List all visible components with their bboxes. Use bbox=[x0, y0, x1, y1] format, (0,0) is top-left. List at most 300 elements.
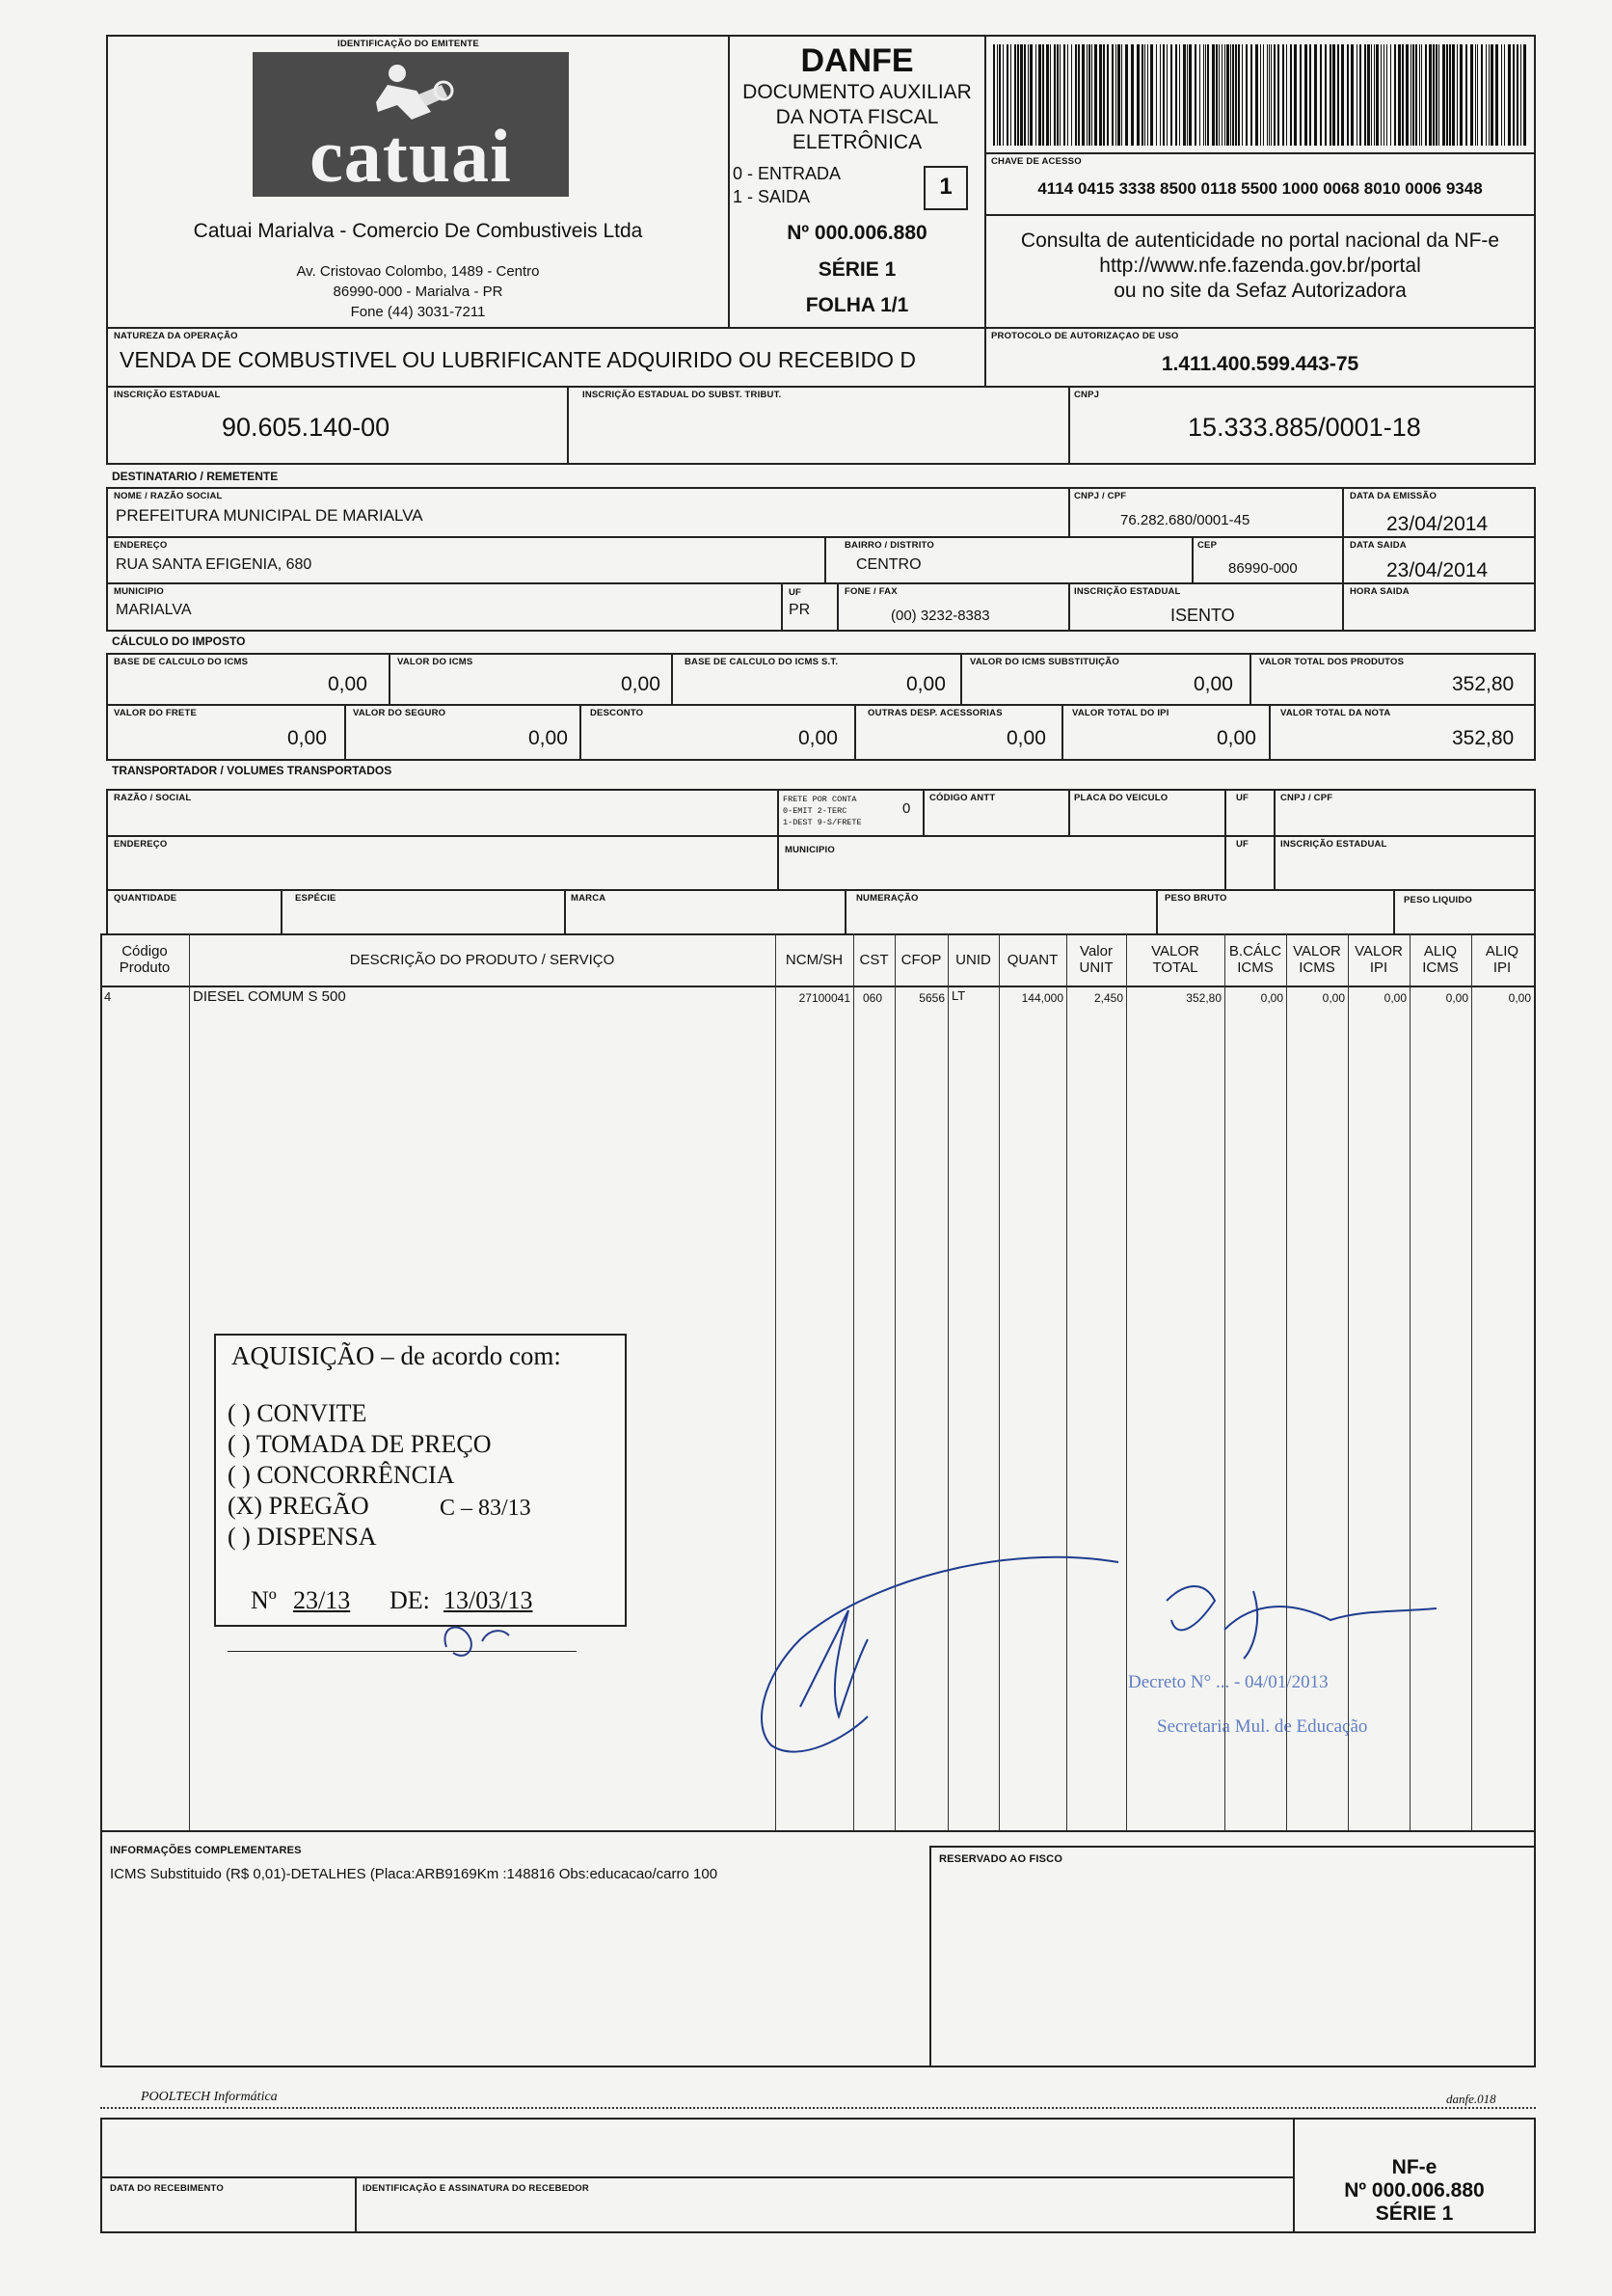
transp-v5 bbox=[1274, 789, 1276, 889]
danfe-title: DANFE bbox=[800, 42, 914, 79]
stamp-data: 13/03/13 bbox=[443, 1586, 533, 1614]
danfe-numero: Nº 000.006.880 bbox=[787, 222, 927, 244]
th-aicms: ALIQ ICMS bbox=[1422, 943, 1459, 976]
imp-v7 bbox=[854, 704, 856, 761]
barcode-bar bbox=[1024, 44, 1026, 146]
dest-v3 bbox=[824, 536, 826, 583]
col-line-10 bbox=[1286, 933, 1287, 1832]
col-line-13 bbox=[1471, 933, 1472, 1832]
chave-label: CHAVE DE ACESSO bbox=[991, 156, 1082, 167]
barcode-bar bbox=[1226, 44, 1229, 146]
stamp-title: AQUISIÇÃO – de acordo com: bbox=[231, 1341, 561, 1370]
barcode-bar bbox=[1094, 44, 1097, 146]
dest-emissao-label: DATA DA EMISSÃO bbox=[1350, 491, 1437, 501]
antt-label: CÓDIGO ANTT bbox=[929, 793, 996, 803]
outras-value: 0,00 bbox=[1007, 727, 1046, 749]
td-cst: 060 bbox=[862, 991, 883, 1005]
barcode-bar bbox=[1351, 44, 1354, 146]
barcode-bar bbox=[1277, 44, 1279, 146]
transp-line-2 bbox=[106, 889, 1536, 891]
barcode-bar bbox=[1189, 44, 1192, 146]
barcode-bar bbox=[1402, 44, 1404, 146]
td-vicms: 0,00 bbox=[1322, 991, 1345, 1005]
stamp-opt4: (X) PREGÃO bbox=[228, 1492, 369, 1520]
barcode-bar bbox=[1091, 44, 1092, 146]
barcode-bar bbox=[1144, 44, 1145, 146]
dest-row-line-2 bbox=[106, 582, 1536, 584]
barcode-bar bbox=[1207, 44, 1209, 146]
transp-razao-label: RAZÃO / SOCIAL bbox=[114, 793, 192, 803]
dest-cep: 86990-000 bbox=[1228, 560, 1298, 577]
canhoto-divider-2 bbox=[355, 2176, 357, 2233]
barcode-bar bbox=[1232, 44, 1234, 146]
barcode-bar bbox=[1438, 44, 1439, 146]
dest-v6 bbox=[837, 582, 839, 632]
barcode-bar bbox=[1501, 44, 1502, 146]
barcode-bar bbox=[1250, 44, 1252, 146]
th-codigo: Código Produto bbox=[119, 943, 171, 976]
barcode-bar bbox=[1054, 44, 1056, 146]
barcode-bar bbox=[1406, 44, 1409, 146]
transp-endereco-label: ENDEREÇO bbox=[114, 839, 168, 850]
transp-v9 bbox=[564, 889, 566, 935]
barcode-bar bbox=[1341, 44, 1344, 146]
col-line-9 bbox=[1224, 933, 1225, 1832]
barcode-bar bbox=[1267, 44, 1268, 146]
complementares-label: INFORMAÇÕES COMPLEMENTARES bbox=[110, 1845, 302, 1856]
dest-cnpj-label: CNPJ / CPF bbox=[1074, 491, 1127, 501]
danfe-subtitle-2: DA NOTA FISCAL bbox=[775, 106, 939, 128]
barcode-bar bbox=[1282, 44, 1284, 146]
barcode-bar bbox=[1103, 44, 1105, 146]
barcode-bar bbox=[1203, 44, 1204, 146]
valor-icms: 0,00 bbox=[621, 673, 660, 695]
fisco-top-line bbox=[929, 1846, 1536, 1848]
barcode-bar bbox=[1460, 44, 1463, 146]
dest-v1 bbox=[1068, 487, 1070, 537]
stamp-opt5: ( ) DISPENSA bbox=[228, 1523, 377, 1551]
imposto-section: CÁLCULO DO IMPOSTO bbox=[112, 635, 246, 648]
imp-v1 bbox=[389, 653, 390, 705]
barcode-bar bbox=[1238, 44, 1240, 146]
produtos-header-line bbox=[100, 986, 1536, 987]
barcode-bar bbox=[1142, 44, 1143, 146]
dest-bairro: CENTRO bbox=[856, 556, 922, 573]
frete-value: 0,00 bbox=[287, 727, 327, 749]
frete-conta-1: FRETE POR CONTA bbox=[783, 795, 857, 804]
transp-v6 bbox=[777, 835, 779, 889]
barcode-bar bbox=[999, 44, 1001, 146]
frete-label: VALOR DO FRETE bbox=[114, 708, 198, 718]
barcode-bar bbox=[1067, 44, 1068, 146]
col-line-3 bbox=[853, 933, 854, 1832]
th-vipi: VALOR IPI bbox=[1355, 943, 1403, 976]
th-quant: QUANT bbox=[1007, 952, 1059, 968]
transp-v2 bbox=[923, 789, 925, 836]
barcode-bar bbox=[1167, 44, 1168, 146]
valor-st: 0,00 bbox=[1194, 673, 1233, 695]
barcode-bar bbox=[1309, 44, 1311, 146]
barcode-bar bbox=[1205, 44, 1206, 146]
danfe-tipo: 1 bbox=[939, 174, 953, 200]
th-vicms: VALOR ICMS bbox=[1293, 943, 1341, 976]
barcode-bar bbox=[1374, 44, 1375, 146]
stamp-opt2: ( ) TOMADA DE PREÇO bbox=[228, 1430, 492, 1458]
dest-v7 bbox=[1068, 582, 1070, 632]
barcode-bar bbox=[1390, 44, 1391, 146]
td-aicms: 0,00 bbox=[1445, 991, 1468, 1005]
transp-municipio-label: MUNICIPIO bbox=[785, 845, 835, 855]
imp-v5 bbox=[344, 704, 346, 761]
barcode-bar bbox=[1274, 44, 1276, 146]
barcode-bar bbox=[1465, 44, 1467, 146]
dest-municipio: MARIALVA bbox=[116, 602, 192, 618]
barcode-bar bbox=[1046, 44, 1049, 146]
col-line-5 bbox=[948, 933, 949, 1832]
barcode-bar bbox=[1007, 44, 1008, 146]
barcode-bar bbox=[1452, 44, 1455, 146]
barcode-bar bbox=[1481, 44, 1483, 146]
col-line-6 bbox=[999, 933, 1000, 1832]
barcode-bar bbox=[1415, 44, 1417, 146]
td-vtotal: 352,80 bbox=[1186, 991, 1222, 1005]
seguro-label: VALOR DO SEGURO bbox=[353, 708, 446, 718]
barcode-bar bbox=[1421, 44, 1422, 146]
dest-nome-label: NOME / RAZÃO SOCIAL bbox=[114, 491, 223, 501]
barcode-bar bbox=[1442, 44, 1445, 146]
dest-cnpj: 76.282.680/0001-45 bbox=[1120, 512, 1250, 528]
barcode-bar bbox=[1125, 44, 1128, 146]
svg-text:Decreto N° ... - 04/01/2013: Decreto N° ... - 04/01/2013 bbox=[1128, 1672, 1329, 1692]
barcode-bar bbox=[1038, 44, 1041, 146]
iest-label: INSCRIÇÃO ESTADUAL DO SUBST. TRIBUT. bbox=[582, 390, 782, 400]
dest-endereco: RUA SANTA EFIGENIA, 680 bbox=[116, 556, 312, 573]
placa-label: PLACA DO VEICULO bbox=[1074, 793, 1169, 803]
emitente-name: Catuai Marialva - Comercio De Combustiveis Ltda bbox=[193, 220, 643, 242]
stamp-de-label: DE: bbox=[390, 1586, 430, 1614]
canhoto-numero: Nº 000.006.880 bbox=[1344, 2179, 1485, 2201]
total-nota: 352,80 bbox=[1452, 727, 1515, 749]
dest-emissao: 23/04/2014 bbox=[1386, 513, 1489, 535]
barcode-bar bbox=[1436, 44, 1437, 146]
ipi-label: VALOR TOTAL DO IPI bbox=[1072, 708, 1169, 718]
valor-icms-label: VALOR DO ICMS bbox=[397, 657, 473, 667]
barcode-bar bbox=[1087, 44, 1088, 146]
col-line-4 bbox=[895, 933, 896, 1832]
dest-municipio-label: MUNICIPIO bbox=[114, 586, 164, 597]
protocolo-value: 1.411.400.599.443-75 bbox=[1161, 353, 1359, 375]
td-vunit: 2,450 bbox=[1093, 991, 1123, 1005]
transp-v12 bbox=[1393, 889, 1395, 935]
barcode-bar bbox=[1017, 44, 1019, 146]
barcode-bar bbox=[1371, 44, 1372, 146]
td-unid: LT bbox=[952, 988, 966, 1003]
barcode-bar bbox=[1255, 44, 1258, 146]
transp-uf2-label: UF bbox=[1236, 839, 1249, 850]
barcode-bar bbox=[1099, 44, 1102, 146]
base-icms-label: BASE DE CALCULO DO ICMS bbox=[114, 657, 249, 667]
frete-conta-2: 0-EMIT 2-TERC bbox=[783, 806, 847, 816]
th-ncm: NCM/SH bbox=[785, 952, 844, 968]
dest-hora-label: HORA SAIDA bbox=[1350, 586, 1410, 597]
stamp-bottom-rule bbox=[228, 1651, 577, 1652]
stamp-opt3: ( ) CONCORRÊNCIA bbox=[228, 1461, 455, 1489]
th-aipi: ALIQ IPI bbox=[1485, 943, 1519, 976]
ie-value: 90.605.140-00 bbox=[222, 413, 390, 442]
td-bcicms: 0,00 bbox=[1260, 991, 1283, 1005]
barcode-bar bbox=[1300, 44, 1302, 146]
desconto-value: 0,00 bbox=[798, 727, 838, 749]
barcode-bar bbox=[1394, 44, 1396, 146]
barcode-bar bbox=[1449, 44, 1451, 146]
dest-saida: 23/04/2014 bbox=[1386, 559, 1489, 581]
th-cfop: CFOP bbox=[900, 952, 942, 968]
barcode-bar bbox=[1410, 44, 1411, 146]
consulta-line2: http://www.nfe.fazenda.gov.br/portal bbox=[1099, 255, 1421, 277]
barcode-bar bbox=[1179, 44, 1180, 146]
dest-bairro-label: BAIRRO / DISTRITO bbox=[845, 540, 934, 551]
barcode-bar bbox=[1386, 44, 1387, 146]
barcode-bar bbox=[1216, 44, 1218, 146]
dest-endereco-label: ENDEREÇO bbox=[114, 540, 168, 551]
barcode-bar bbox=[1429, 44, 1432, 146]
barcode-bar bbox=[1020, 44, 1023, 146]
barcode-bar bbox=[1078, 44, 1080, 146]
barcode-bar bbox=[1235, 44, 1237, 146]
barcode-bar bbox=[1513, 44, 1515, 146]
dest-ie-label: INSCRIÇÃO ESTADUAL bbox=[1074, 586, 1181, 597]
td-codigo: 4 bbox=[104, 989, 112, 1004]
danfe-serie: SÉRIE 1 bbox=[818, 258, 897, 281]
barcode-bar bbox=[1150, 44, 1153, 146]
barcode-bar bbox=[1367, 44, 1370, 146]
td-descricao: DIESEL COMUM S 500 bbox=[193, 988, 346, 1005]
base-st: 0,00 bbox=[906, 673, 946, 695]
barcode-bar bbox=[1359, 44, 1361, 146]
td-cfop: 5656 bbox=[919, 991, 945, 1005]
barcode-bar bbox=[1042, 44, 1044, 146]
barcode-bar bbox=[1495, 44, 1498, 146]
quantidade-label: QUANTIDADE bbox=[114, 893, 177, 904]
cnpj-label: CNPJ bbox=[1074, 390, 1100, 400]
barcode-bar bbox=[1294, 44, 1297, 146]
transp-v7 bbox=[1224, 835, 1226, 889]
dest-fone: (00) 3232-8383 bbox=[891, 608, 990, 624]
software-credit: POOLTECH Informática bbox=[141, 2090, 278, 2104]
peso-liquido-label: PESO LIQUIDO bbox=[1404, 895, 1473, 905]
barcode-bar bbox=[1260, 44, 1261, 146]
danfe-entrada: 0 - ENTRADA bbox=[733, 164, 842, 183]
barcode-bar bbox=[1508, 44, 1511, 146]
barcode-bar bbox=[1347, 44, 1349, 146]
barcode-bar bbox=[1121, 44, 1122, 146]
td-aipi: 0,00 bbox=[1508, 991, 1531, 1005]
barcode-bar bbox=[1115, 44, 1116, 146]
complementares-text: ICMS Substituido (R$ 0,01)-DETALHES (Placa:ARB9169Km :148816 Obs:educacao/carro 100 bbox=[110, 1866, 718, 1882]
transp-cnpj-label: CNPJ / CPF bbox=[1280, 793, 1333, 803]
frete-conta-value: 0 bbox=[902, 800, 911, 817]
cnpj-value: 15.333.885/0001-18 bbox=[1188, 413, 1421, 442]
natureza-value: VENDA DE COMBUSTIVEL OU LUBRIFICANTE ADQUIRIDO OU RECEBIDO D bbox=[120, 347, 917, 372]
barcode-bar bbox=[1491, 44, 1493, 146]
barcode-bar bbox=[1063, 44, 1065, 146]
dest-row-line-1 bbox=[106, 536, 1536, 538]
barcode-bar bbox=[1195, 44, 1196, 146]
frete-conta-3: 1-DEST 9-S/FRETE bbox=[783, 818, 862, 827]
danfe-folha: FOLHA 1/1 bbox=[805, 294, 909, 316]
barcode-bar bbox=[1504, 44, 1505, 146]
dest-ie: ISENTO bbox=[1170, 606, 1235, 625]
barcode-bar bbox=[1523, 44, 1526, 146]
barcode-bar bbox=[1332, 44, 1335, 146]
transp-v11 bbox=[1156, 889, 1158, 935]
barcode-bar bbox=[1199, 44, 1200, 146]
emitente-city: 86990-000 - Marialva - PR bbox=[333, 284, 503, 300]
stamp-opt1: ( ) CONVITE bbox=[228, 1399, 367, 1427]
canhoto-line bbox=[100, 2176, 1293, 2178]
barcode-bar bbox=[1304, 44, 1307, 146]
barcode-bar bbox=[1263, 44, 1264, 146]
th-descricao: DESCRIÇÃO DO PRODUTO / SERVIÇO bbox=[349, 952, 615, 968]
barcode-bar bbox=[1082, 44, 1085, 146]
barcode-bar bbox=[1320, 44, 1322, 146]
imp-v6 bbox=[579, 704, 581, 761]
stamp-opt4-ref: C – 83/13 bbox=[440, 1496, 531, 1521]
base-icms: 0,00 bbox=[328, 673, 367, 695]
chave-value: 4114 0415 3338 8500 0118 5500 1000 0068 8010 0006 9348 bbox=[1037, 179, 1483, 198]
danfe-subtitle-1: DOCUMENTO AUXILIAR bbox=[742, 81, 972, 103]
total-produtos-label: VALOR TOTAL DOS PRODUTOS bbox=[1259, 657, 1405, 667]
barcode-bar bbox=[1137, 44, 1140, 146]
ie-label: INSCRIÇÃO ESTADUAL bbox=[114, 390, 221, 400]
barcode-bar bbox=[997, 44, 998, 146]
barcode-bar bbox=[1330, 44, 1331, 146]
barcode-bar bbox=[1419, 44, 1420, 146]
transp-v3 bbox=[1068, 789, 1070, 836]
outras-label: OUTRAS DESP. ACESSORIAS bbox=[868, 708, 1003, 718]
barcode-bar bbox=[1286, 44, 1287, 146]
th-bcicms: B.CÁLC ICMS bbox=[1228, 943, 1282, 976]
barcode-bar bbox=[1470, 44, 1473, 146]
complementares-divider bbox=[929, 1846, 931, 2067]
barcode-bar bbox=[1517, 44, 1518, 146]
barcode-bar bbox=[1107, 44, 1109, 146]
numeracao-label: NUMERAÇÃO bbox=[856, 893, 919, 904]
barcode-bar bbox=[1030, 44, 1033, 146]
barcode-bar bbox=[1425, 44, 1427, 146]
transportador-section: TRANSPORTADOR / VOLUMES TRANSPORTADOS bbox=[112, 764, 392, 777]
stamp-numero-label: Nº bbox=[251, 1586, 277, 1614]
barcode-bar bbox=[1376, 44, 1379, 146]
th-unid: UNID bbox=[955, 952, 991, 968]
total-nota-label: VALOR TOTAL DA NOTA bbox=[1280, 708, 1391, 718]
col-line-2 bbox=[775, 933, 776, 1832]
barcode-bar bbox=[1163, 44, 1165, 146]
consulta-line1: Consulta de autenticidade no portal nacional da NF-e bbox=[1020, 230, 1500, 252]
imp-v9 bbox=[1269, 704, 1271, 761]
th-cst: CST bbox=[859, 952, 889, 968]
barcode-bar bbox=[1271, 44, 1272, 146]
barcode-bar bbox=[1112, 44, 1114, 146]
barcode-bar bbox=[1457, 44, 1458, 146]
inscricao-divider-2 bbox=[1068, 386, 1070, 465]
barcode-bar bbox=[1175, 44, 1177, 146]
natureza-label: NATUREZA DA OPERAÇÃO bbox=[114, 331, 238, 341]
base-st-label: BASE DE CALCULO DO ICMS S.T. bbox=[685, 657, 839, 667]
barcode-bar bbox=[1075, 44, 1077, 146]
barcode-bar bbox=[1433, 44, 1435, 146]
barcode-bar bbox=[1475, 44, 1476, 146]
danfe-subtitle-3: ELETRÔNICA bbox=[792, 131, 923, 153]
danfe-saida: 1 - SAIDA bbox=[733, 187, 811, 206]
desconto-label: DESCONTO bbox=[590, 708, 644, 718]
svg-text:Secretaria Mul. de Educação: Secretaria Mul. de Educação bbox=[1157, 1716, 1368, 1737]
company-logo bbox=[253, 52, 569, 197]
barcode-bar bbox=[1156, 44, 1157, 146]
th-vtotal: VALOR TOTAL bbox=[1151, 943, 1199, 976]
barcode-bar bbox=[1071, 44, 1072, 146]
valor-st-label: VALOR DO ICMS SUBSTITUIÇÃO bbox=[970, 657, 1119, 667]
barcode-bar bbox=[1014, 44, 1016, 146]
barcode-bar bbox=[1028, 44, 1029, 146]
canhoto-nfe: NF-e bbox=[1391, 2156, 1437, 2178]
col-line-8 bbox=[1126, 933, 1127, 1832]
barcode-bar bbox=[1131, 44, 1134, 146]
barcode-bar bbox=[1060, 44, 1061, 146]
barcode-bar bbox=[1160, 44, 1161, 146]
dest-uf: PR bbox=[789, 602, 811, 618]
barcode-bar bbox=[993, 44, 995, 146]
protocolo-label: PROTOCOLO DE AUTORIZAÇAO DE USO bbox=[991, 331, 1179, 341]
td-vipi: 0,00 bbox=[1384, 991, 1407, 1005]
destinatario-section: DESTINATARIO / REMETENTE bbox=[112, 470, 279, 483]
form-code: danfe.018 bbox=[1446, 2092, 1496, 2106]
barcode-bar bbox=[1212, 44, 1215, 146]
barcode-bar bbox=[1364, 44, 1366, 146]
imposto-row-line bbox=[106, 704, 1536, 706]
emitente-address: Av. Cristovao Colombo, 1489 - Centro bbox=[296, 263, 540, 280]
col-line-11 bbox=[1348, 933, 1349, 1832]
barcode-bar bbox=[1117, 44, 1120, 146]
barcode-bar bbox=[1224, 44, 1225, 146]
barcode-bar bbox=[1398, 44, 1401, 146]
consulta-line3: ou no site da Sefaz Autorizadora bbox=[1114, 280, 1407, 302]
col-line-7 bbox=[1066, 933, 1067, 1832]
barcode-bar bbox=[1486, 44, 1487, 146]
aquisicao-stamp bbox=[214, 1334, 627, 1627]
barcode bbox=[993, 44, 1529, 146]
barcode-bar bbox=[1230, 44, 1231, 146]
stamp-numero: 23/13 bbox=[293, 1586, 351, 1614]
logo-text: catuai bbox=[309, 114, 512, 198]
dest-v2 bbox=[1342, 487, 1344, 632]
marca-label: MARCA bbox=[571, 893, 606, 904]
fisco-label: RESERVADO AO FISCO bbox=[939, 1853, 1063, 1865]
emitente-label: IDENTIFICAÇÃO DO EMITENTE bbox=[337, 39, 479, 49]
transp-uf-label: UF bbox=[1236, 793, 1249, 803]
td-ncm: 27100041 bbox=[798, 991, 850, 1005]
col-line-1 bbox=[189, 933, 190, 1832]
barcode-bar bbox=[1170, 44, 1172, 146]
barcode-bar bbox=[1325, 44, 1327, 146]
barcode-bar bbox=[1520, 44, 1521, 146]
barcode-bar bbox=[1489, 44, 1490, 146]
dest-v4 bbox=[1192, 536, 1194, 583]
dest-cep-label: CEP bbox=[1197, 540, 1218, 551]
td-quant: 144,000 bbox=[1021, 991, 1063, 1005]
barcode-bar bbox=[1050, 44, 1051, 146]
emitente-phone: Fone (44) 3031-7211 bbox=[350, 304, 486, 320]
